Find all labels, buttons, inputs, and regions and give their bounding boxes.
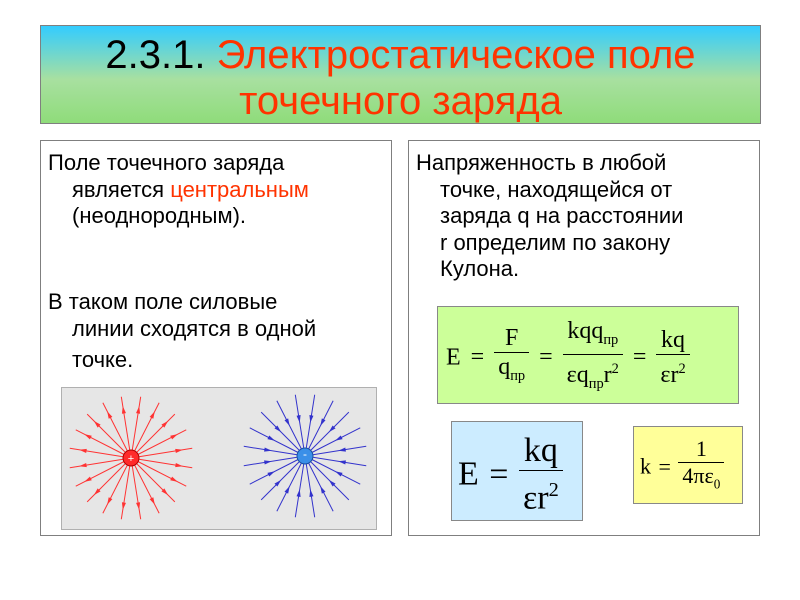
formula1-fraction-1 [494,324,529,390]
formula1-fraction-2 [563,317,623,398]
positive-field-arrowhead [170,477,178,482]
formula2-eq: = [489,455,509,493]
formula2-den [519,471,563,517]
formula1-eq-2: = [539,344,553,371]
left-p1-line-3: (неоднородным). [72,203,247,228]
field-lines-svg [62,388,376,529]
formula1-eq-1: = [470,344,485,371]
formula2-fraction [519,432,563,517]
coulomb-field-formula-full [437,306,739,404]
right-line-1: Напряженность в любой [416,150,667,175]
formula1-eq-3: = [632,344,647,371]
positive-field-arrowhead [84,477,92,482]
formula3-k: k [640,453,651,479]
negative-field-arrowhead [335,435,343,440]
formula1-fraction-3 [656,326,689,389]
left-p2-line-1: В таком поле силовые [48,289,278,314]
formula3-fraction [678,436,724,497]
right-line-4: r определим по закону [440,229,671,255]
right-line-3: заряда q на расстоянии [440,203,684,228]
negative-field-arrowhead [267,471,275,476]
formula1-f2-num-sub: пр [603,331,619,348]
positive-field-arrowhead [150,411,155,419]
negative-field-arrowhead [320,418,325,426]
coulomb-constant-formula [633,426,743,504]
positive-field-line [87,464,125,502]
formula1-f3-den-sup: 2 [678,360,686,377]
left-p2-line-2: линии сходятся в одной [72,315,317,341]
formula1-f1-num: F [494,324,529,353]
formula1-E: E [446,344,461,371]
positive-field-line [87,414,125,452]
right-line-2: точке, находящейся от [440,176,673,202]
left-p1-line-1: Поле точечного заряда [48,150,285,175]
point-charge-field-formula [451,421,583,521]
positive-field-arrowhead [107,411,112,419]
left-paragraph-1 [48,150,309,230]
positive-field-arrowhead [107,497,112,505]
formula1-f1-den-q: q [498,354,511,381]
field-lines-illustration [61,387,377,530]
negative-field-arrowhead [320,486,325,494]
formula1-f2-den-eps-q: εq [566,361,589,388]
central-highlight: центральным [170,176,309,202]
positive-field-arrowhead [84,434,92,439]
left-p1-line-2 [48,177,309,204]
negative-field-arrowhead [335,471,343,476]
formula3-eq: = [658,453,671,479]
title-line-2: точечного заряда [239,79,562,123]
formula1-f1-den [494,353,529,390]
positive-field-line [137,414,175,452]
right-line-5: Кулона. [440,256,520,281]
positive-sign: + [127,453,135,465]
formula2-num: kq [519,432,563,471]
title-text-1: Электростатическое поле [216,33,696,77]
title-number: 2.3.1. [105,33,206,77]
left-p2-line-3: точке. [72,347,134,372]
formula2-den-sup: 2 [548,479,559,501]
negative-field-arrowhead [284,486,289,494]
formula1-f2-den [563,355,623,398]
positive-field-arrowhead [170,434,178,439]
formula1-f2-den-sup: 2 [611,360,619,377]
formula3-den [678,463,724,497]
formula1-f3-num: kq [656,326,689,355]
formula1-f3-den-er: εr [660,361,679,388]
positive-field-line [137,464,175,502]
left-paragraph-2 [48,289,316,374]
formula1-f2-den-r: r [603,361,612,388]
right-panel [408,140,760,536]
negative-field-arrowhead [267,435,275,440]
negative-sign: - [303,447,307,461]
left-p1-line-2-text: является [72,176,171,202]
formula1-f2-num [563,317,623,355]
positive-field-arrowhead [150,497,155,505]
right-paragraph [416,150,683,283]
title-line-1 [41,32,760,78]
formula2-E: E [458,455,479,493]
formula3-num: 1 [678,436,724,463]
title-banner [40,25,761,124]
formula3-den-text: 4πε [682,463,714,488]
formula2-den-er: εr [522,479,549,517]
formula1-f2-num-kqq: kqq [567,318,604,344]
formula1-f3-den [656,355,689,389]
formula1-f2-den-sub: пр [588,375,604,392]
negative-field-arrowhead [284,418,289,426]
formula3-den-sub: 0 [713,476,721,492]
left-panel [40,140,392,536]
formula1-f1-den-sub: пр [510,368,526,385]
